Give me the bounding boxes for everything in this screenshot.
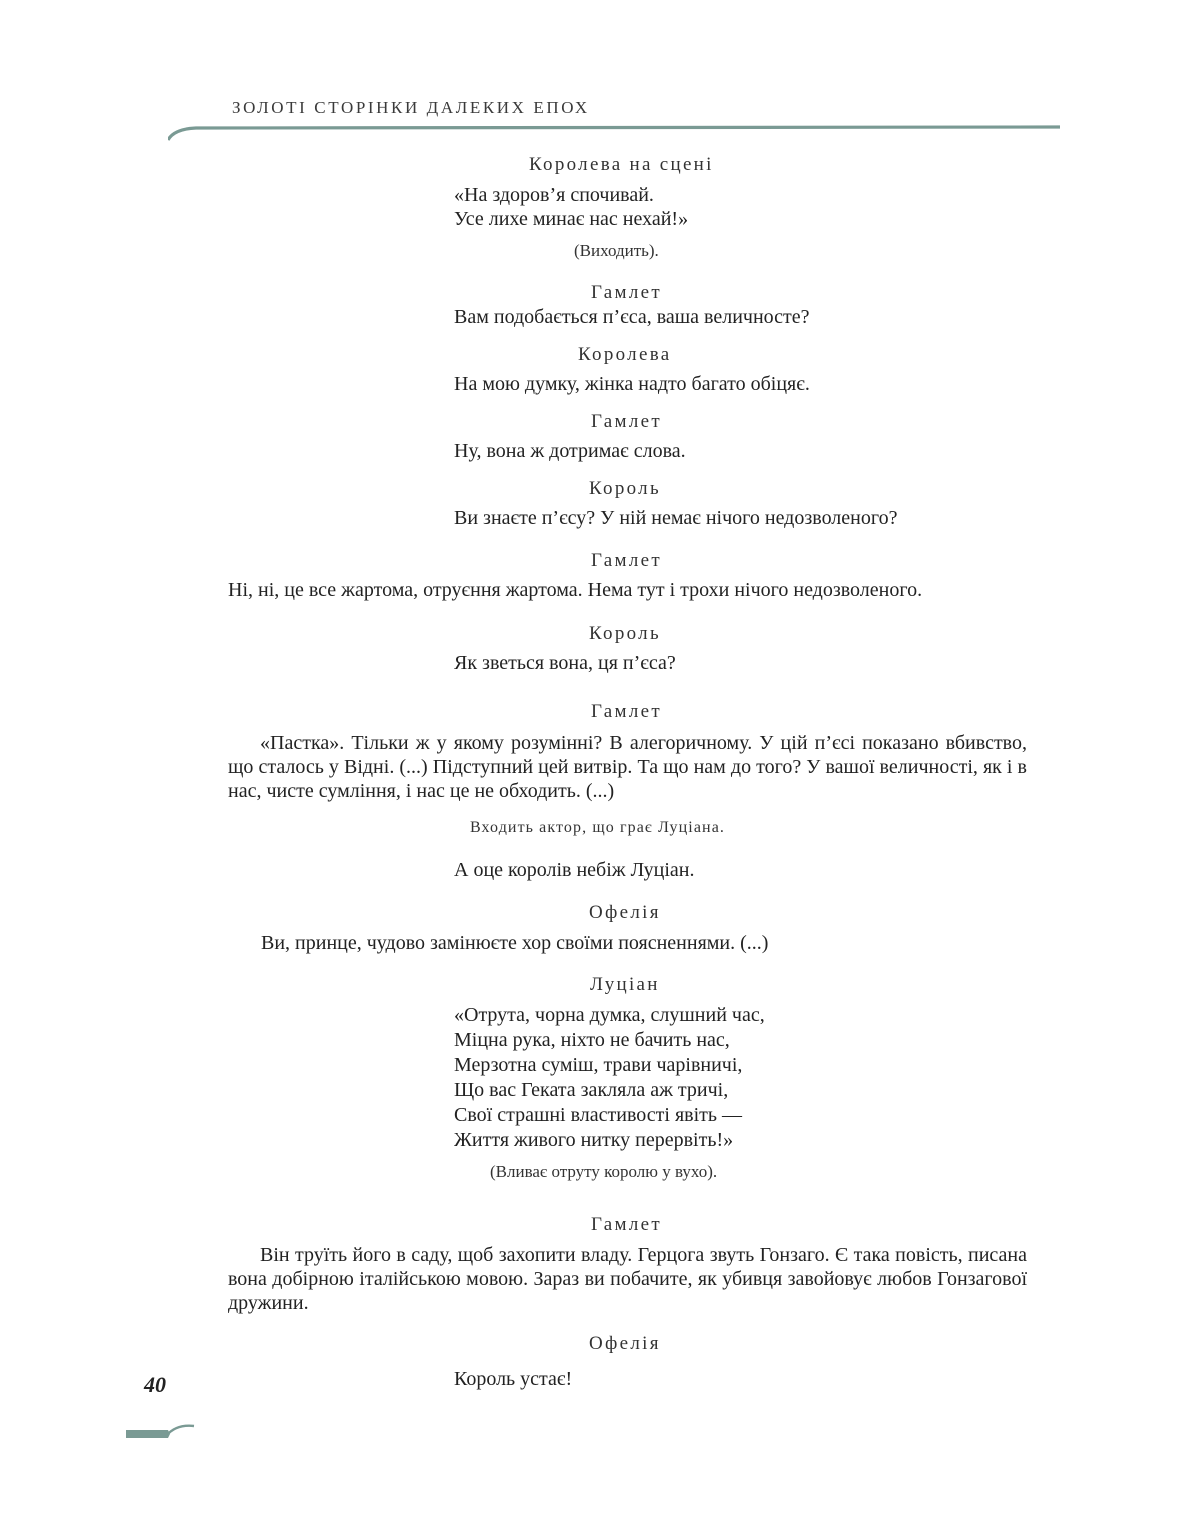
paragraph-text: Він труїть його в саду, щоб захопити владу. Герцога звуть Гонзаго. Є така повість, писана вона добірною італійською мовою. Зараз ви побачите, як убивця завойовує любов Гонзагової дружини. xyxy=(228,1244,1027,1314)
dialogue-line: Ви, принце, чудово замінюєте хор своїми поясненнями. (...) xyxy=(261,932,769,954)
speaker-name: Гамлет xyxy=(591,1214,662,1235)
verse-line: «Отрута, чорна думка, слушний час, xyxy=(454,1004,765,1026)
header-rule xyxy=(168,122,1060,146)
dialogue-paragraph xyxy=(228,1243,1027,1315)
stage-direction: (Вливає отруту королю у вухо). xyxy=(490,1162,718,1181)
verse-line: Усе лихе минає нас нехай!» xyxy=(454,208,689,230)
running-header: ЗОЛОТІ СТОРІНКИ ДАЛЕКИХ ЕПОХ xyxy=(232,98,590,117)
verse-line: Свої страшні властивості явіть — xyxy=(454,1104,742,1126)
speaker-name: Луціан xyxy=(590,974,660,995)
dialogue-paragraph xyxy=(228,731,1027,803)
speaker-name: Гамлет xyxy=(591,701,662,722)
speaker-name: Король xyxy=(589,623,661,644)
speaker-name: Гамлет xyxy=(591,550,662,571)
verse-line: Міцна рука, ніхто не бачить нас, xyxy=(454,1029,730,1051)
page-number: 40 xyxy=(144,1372,166,1397)
dialogue-line: Як зветься вона, ця п’єса? xyxy=(454,652,676,674)
dialogue-line: На мою думку, жінка надто багато обіцяє. xyxy=(454,373,810,395)
speaker-name: Королева xyxy=(578,344,672,365)
dialogue-line: А оце королів небіж Луціан. xyxy=(454,859,695,881)
stage-direction: Входить актор, що грає Луціана. xyxy=(470,819,726,836)
speaker-name: Гамлет xyxy=(591,411,662,432)
verse-line: Що вас Геката закляла аж тричі, xyxy=(454,1079,729,1101)
speaker-name: Офелія xyxy=(589,1333,661,1354)
dialogue-line: Ну, вона ж дотримає слова. xyxy=(454,440,686,462)
paragraph-text: «Пастка». Тільки ж у якому розумінні? В алегоричному. У цій п’єсі показано вбивство, що сталось у Відні. (...) Підступний цей витвір. Та що нам до того? У вашої величності, як і в нас, чисте сумління, і нас це не обходить. (...) xyxy=(228,732,1027,802)
speaker-name: Королева на сцені xyxy=(529,154,714,175)
speaker-name: Король xyxy=(589,478,661,499)
dialogue-line: Ви знаєте п’єсу? У ній немає нічого недозволеного? xyxy=(454,507,898,529)
verse-line: Життя живого нитку перервіть!» xyxy=(454,1129,734,1151)
dialogue-line: Вам подобається п’єса, ваша величносте? xyxy=(454,306,810,328)
dialogue-line: Ні, ні, це все жартома, отруєння жартома. Нема тут і трохи нічого недозволеного. xyxy=(228,579,923,601)
verse-line: Мерзотна суміш, трави чарівничі, xyxy=(454,1054,743,1076)
speaker-name: Офелія xyxy=(589,902,661,923)
verse-line: «На здоров’я спочивай. xyxy=(454,184,654,206)
speaker-name: Гамлет xyxy=(591,282,662,303)
dialogue-line: Король устає! xyxy=(454,1368,573,1390)
stage-direction: (Виходить). xyxy=(574,241,659,260)
footer-ornament xyxy=(126,1420,196,1444)
